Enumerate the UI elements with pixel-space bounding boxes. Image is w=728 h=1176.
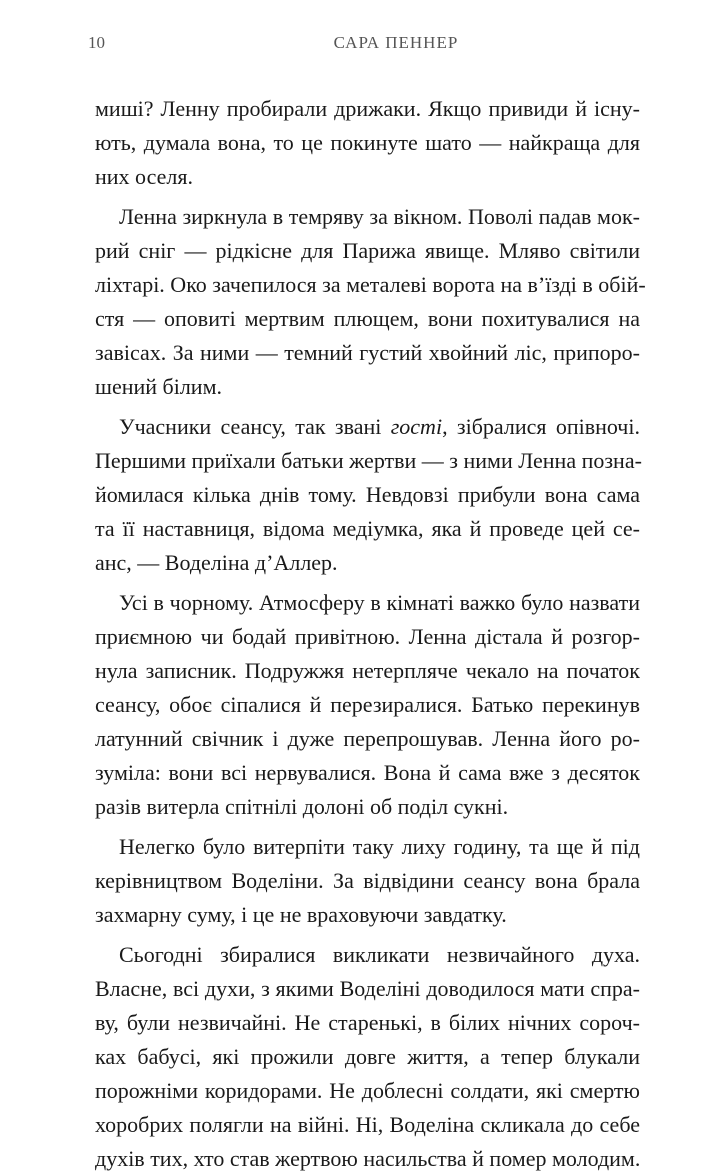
text-line: ву, були незвичайні. Не старенькі, в білих нічних сороч- [95, 1010, 640, 1035]
running-title: САРА ПЕННЕР [333, 33, 459, 52]
text-line: Нелегко було витерпіти таку лиху годину, та ще й під [119, 834, 640, 859]
text-line: приємною чи бодай привітною. Ленна дістала й розгор- [95, 624, 640, 649]
page-number: 10 [88, 33, 105, 52]
text-line: керівництвом Воделіни. За відвідини сеансу вона брала [95, 868, 640, 893]
text-line: Учасники сеансу, так звані гості, зібралися опівночі. [119, 414, 640, 439]
text-line: миші? Ленну пробирали дрижаки. Якщо привиди й існу- [95, 96, 640, 121]
text-line: порожніми коридорами. Не доблесні солдати, які смертю [95, 1078, 640, 1103]
text-line: рий сніг — рідкісне для Парижа явище. Мляво світили [95, 238, 640, 263]
page-header [0, 33, 728, 57]
text-line: Першими приїхали батьки жертви — з ними Ленна позна- [95, 448, 642, 473]
body-text [95, 92, 646, 1176]
text-line: Ленна зиркнула в темряву за вікном. Поволі падав мок- [119, 204, 640, 229]
text-line: анс, — Воделіна д’Аллер. [95, 550, 338, 575]
text-line: разів витерла спітнілі долоні об поділ сукні. [95, 794, 509, 819]
text-line: духів тих, хто став жертвою насильства й помер молодим. [95, 1146, 641, 1171]
text-line: стя — оповиті мертвим плющем, вони похитувалися на [95, 306, 640, 331]
text-line: Усі в чорному. Атмосферу в кімнаті важко було назвати [119, 590, 640, 615]
text-line: нула записник. Подружжя нетерпляче чекало на початок [95, 658, 640, 683]
text-line: зуміла: вони всі нервувалися. Вона й сама вже з десяток [95, 760, 640, 785]
text-line: завісах. За ними — темний густий хвойний ліс, припоро- [95, 340, 640, 365]
text-line: Сьогодні збиралися викликати незвичайного духа. [119, 942, 640, 967]
text-line: шений білим. [95, 374, 223, 399]
text-line: них оселя. [95, 164, 193, 189]
text-line: хоробрих полягли на війні. Ні, Воделіна скликала до себе [95, 1112, 640, 1137]
text-line: Власне, всі духи, з якими Воделіні доводилося мати спра- [95, 976, 640, 1001]
text-line: ках бабусі, які прожили довге життя, а тепер блукали [95, 1044, 640, 1069]
text-line: ють, думала вона, то це покинуте шато — найкраща для [95, 130, 640, 155]
text-line: латунний свічник і дуже перепрошував. Ленна його ро- [95, 726, 640, 751]
text-line: сеансу, обоє сіпалися й перезиралися. Батько перекинув [95, 692, 640, 717]
text-line: захмарну суму, і це не враховуючи завдатку. [95, 902, 507, 927]
text-line: ліхтарі. Око зачепилося за металеві ворота на в’їзді в обій- [95, 272, 646, 297]
text-line: та її наставниця, відома медіумка, яка й проведе цей се- [95, 516, 640, 541]
text-line: йомилася кілька днів тому. Невдовзі прибули вона сама [95, 482, 640, 507]
